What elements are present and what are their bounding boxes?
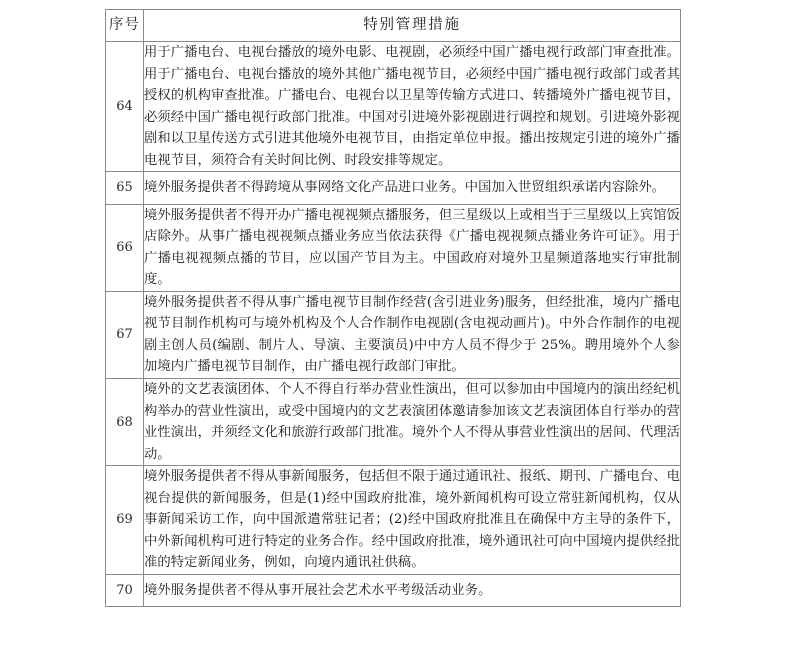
row-measure-cell: [144, 378, 681, 465]
row-serial-number: 68: [106, 378, 144, 465]
measure-text: 境外服务提供者不得从事新闻服务，包括但不限于通过通讯社、报纸、期刊、广播电台、电视台提供的新闻服务，但是(1)经中国政府批准，境外新闻机构可设立常驻新闻机构，仅从事新闻采访工作，向中国派遣常驻记者；(2)经中国政府批准且在确保中方主导的条件下，中外新闻机构可进行特定的业务合作。经中国政府批准，境外通讯社可向中国境内提供经批准的特定新闻业务，例如，向境内通讯社供稿。: [144, 469, 680, 571]
row-serial-number: 67: [106, 291, 144, 378]
table-row: [106, 574, 681, 607]
table-row: [106, 466, 681, 575]
measure-text: 用于广播电台、电视台播放的境外电影、电视剧，必须经中国广播电视行政部门审查批准。用于广播电台、电视台播放的境外其他广播电视节目，必须经中国广播电视行政部门或者其授权的机构审查批准。广播电台、电视台以卫星等传输方式进口、转播境外广播电视节目，必须经中国广播电视行政部门批准。中国对引进境外影视剧进行调控和规划。引进境外影视剧和以卫星传送方式引进其他境外电视节目，由指定单位申报。播出按规定引进的境外广播电视节目，须符合有关时间比例、时段安排等规定。: [144, 45, 680, 168]
table-row: [106, 291, 681, 378]
column-header-measure: 特别管理措施: [144, 10, 681, 42]
table-header-row: [106, 10, 681, 42]
row-measure-cell: [144, 291, 681, 378]
table-header: [106, 10, 681, 42]
row-serial-number: 64: [106, 42, 144, 172]
row-serial-number: 65: [106, 172, 144, 205]
table-row: [106, 42, 681, 172]
measure-text: 境外服务提供者不得跨境从事网络文化产品进口业务。中国加入世贸组织承诺内容除外。: [144, 180, 666, 196]
row-measure-cell: [144, 204, 681, 291]
table-row: [106, 204, 681, 291]
table-row: [106, 172, 681, 205]
row-serial-number: 69: [106, 466, 144, 575]
row-measure-cell: [144, 574, 681, 607]
table-row: [106, 378, 681, 465]
row-serial-number: 66: [106, 204, 144, 291]
table-body: [106, 42, 681, 607]
row-measure-cell: [144, 466, 681, 575]
measure-text: 境外的文艺表演团体、个人不得自行举办营业性演出，但可以参加由中国境内的演出经纪机构举办的营业性演出，或受中国境内的文艺表演团体邀请参加该文艺表演团体自行举办的营业性演出，并须经文化和旅游行政部门批准。境外个人不得从事营业性演出的居间、代理活动。: [144, 381, 680, 462]
column-header-serial-number: 序号: [106, 10, 144, 42]
row-serial-number: 70: [106, 574, 144, 607]
row-measure-cell: [144, 172, 681, 205]
measure-text: 境外服务提供者不得从事广播电视节目制作经营(含引进业务)服务，但经批准，境内广播电视节目制作机构可与境外机构及个人合作制作电视剧(含电视动画片)。中外合作制作的电视剧主创人员(编剧、制片人、导演、主要演员)中中方人员不得少于 25%。聘用境外个人参加境内广播电视节目制作，由广播电视行政部门审批。: [144, 294, 680, 375]
measure-text: 境外服务提供者不得从事开展社会艺术水平考级活动业务。: [144, 582, 492, 598]
special-administrative-measures-table: [105, 9, 681, 607]
measure-text: 境外服务提供者不得开办广播电视视频点播服务，但三星级以上或相当于三星级以上宾馆饭店除外。从事广播电视视频点播业务应当依法获得《广播电视视频点播业务许可证》。用于广播电视视频点播的节目，应以国产节目为主。中国政府对境外卫星频道落地实行审批制度。: [144, 207, 680, 288]
row-measure-cell: [144, 42, 681, 172]
